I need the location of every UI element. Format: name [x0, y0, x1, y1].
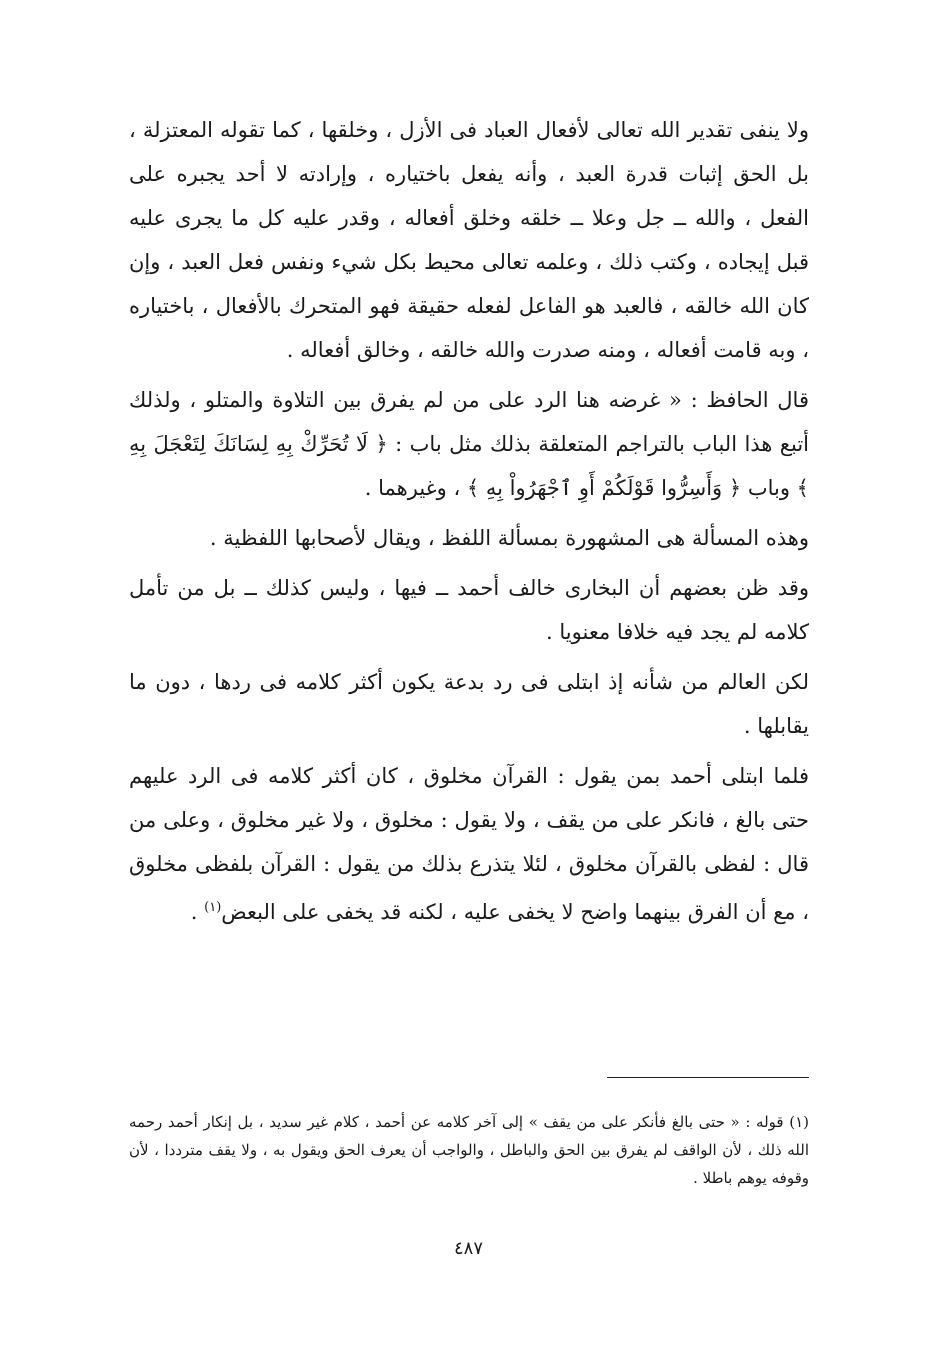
footnote-marker: (١) [204, 900, 222, 915]
paragraph-3: وهذه المسألة هى المشهورة بمسألة اللفظ ، ويقال لأصحابها اللفظية . [209, 526, 809, 550]
page-number: ٤٨٧ [453, 1238, 483, 1259]
paragraph-1: ولا ينفى تقدير الله تعالى لأفعال العباد فى الأزل ، وخلقها ، كما تقوله المعتزلة ، بل الحق إثبات قدرة العبد ، وأنه يفعل باختياره ، وإرادته لا أحد يجبره على الفعل ، والله ــ جل وعلا ــ خلقه وخلق أفعاله ، وقدر عليه كل ما يجرى عليه قبل إيجاده ، وكتب ذلك ، وعلمه تعالى محيط بكل شيء ونفس فعل العبد ، وإن كان الله خالقه ، فالعبد هو الفاعل لفعله حقيقة فهو المتحرك بالأفعال ، باختياره ، وبه قامت أفعاله ، ومنه صدرت والله خالقه ، وخالق أفعاله . [129, 118, 809, 362]
paragraph-5: لكن العالم من شأنه إذ ابتلى فى رد بدعة يكون أكثر كلامه فى ردها ، دون ما يقابلها . [129, 670, 809, 738]
paragraph-6-text: فلما ابتلى أحمد بمن يقول : القرآن مخلوق ، كان أكثر كلامه فى الرد عليهم حتى بالغ ، فانكر على من يقف ، ولا يقول : مخلوق ، ولا غير مخلوق ، وعلى من قال : لفظى بالقرآن مخلوق ، لئلا يتذرع بذلك من يقول : القرآن بلفظى مخلوق ، مع أن الفرق بينهما واضح لا يخفى عليه ، لكنه قد يخفى على البعض [129, 764, 809, 924]
footnote-divider [607, 1077, 809, 1078]
footnotes [129, 1108, 809, 1192]
paragraph-2: قال الحافظ : « غرضه هنا الرد على من لم يفرق بين التلاوة والمتلو ، ولذلك أتبع هذا الباب بالتراجم المتعلقة بذلك مثل باب : ﴿ لَا تُحَرِّكْ بِهِ لِسَانَكَ لِتَعْجَلَ بِهِ ﴾ وباب ﴿ وَأَسِرُّوا قَوْلَكُمْ أَوِ ٱجْهَرُواْ بِهِ ﴾ ، وغيرهما . [129, 388, 809, 500]
paragraph-6-end: . [190, 900, 205, 924]
paragraph-4: وقد ظن بعضهم أن البخارى خالف أحمد ــ فيها ، وليس كذلك ــ بل من تأمل كلامه لم يجد فيه خلافا معنويا . [129, 576, 809, 644]
paragraph-6 [129, 754, 809, 934]
footnote-1: (١) قوله : « حتى بالغ فأنكر على من يقف » إلى آخر كلامه عن أحمد ، كلام غير سديد ، بل إنكار أحمد رحمه الله ذلك ، لأن الواقف لم يفرق بين الحق والباطل ، والواجب أن يعرف الحق ويقول به ، ولا يقف مترددا ، لأن وقوفه يوهم باطلا . [129, 1113, 809, 1187]
body-text [129, 108, 809, 940]
